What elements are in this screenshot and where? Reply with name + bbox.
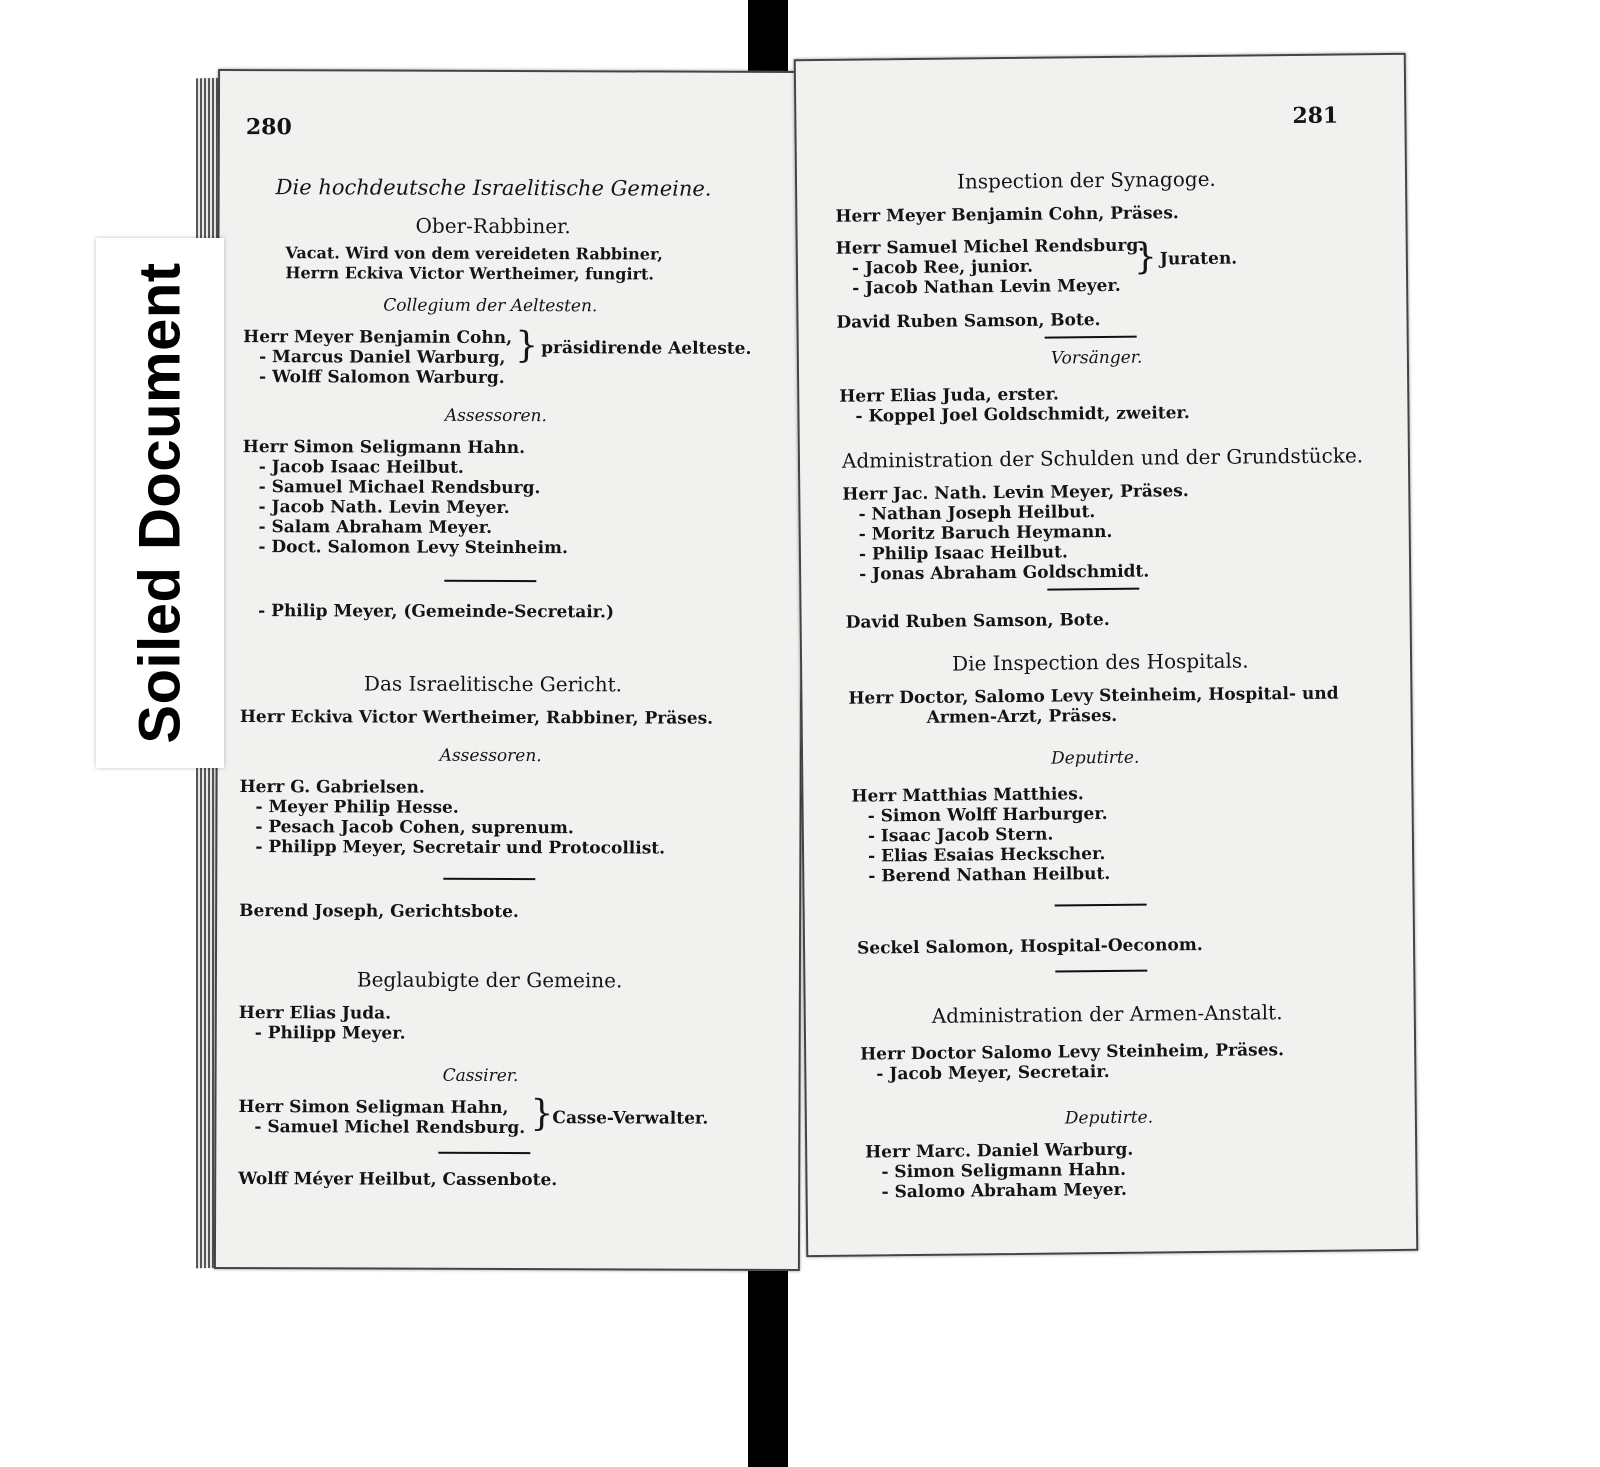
text-line: Herrn Eckiva Victor Wertheimer, fungirt. <box>285 263 655 284</box>
list-item: - Philipp Meyer, Secretair und Protocollist. <box>255 837 666 859</box>
list-item: - Nathan Joseph Heilbut. <box>858 502 1096 525</box>
section-heading: Collegium der Aeltesten. <box>383 295 598 317</box>
list-item: - Isaac Jacob Stern. <box>867 824 1054 847</box>
divider <box>1055 904 1147 907</box>
list-item: - Jacob Nath. Levin Meyer. <box>258 497 510 519</box>
brace: } <box>1133 236 1157 278</box>
list-item: Herr Elias Juda. <box>238 1003 392 1024</box>
role-label: Casse-Verwalter. <box>552 1108 709 1129</box>
section-heading: Administration der Armen-Anstalt. <box>931 1000 1283 1028</box>
list-item: Herr Simon Seligmann Hahn. <box>242 437 526 459</box>
section-heading: Assessoren. <box>444 405 547 427</box>
brace: } <box>515 325 539 367</box>
section-heading: Ober-Rabbiner. <box>415 213 571 239</box>
list-item: - Marcus Daniel Warburg, <box>259 347 506 368</box>
section-heading: Deputirte. <box>1064 1107 1154 1129</box>
list-item: - Doct. Salomon Levy Steinheim. <box>258 537 569 559</box>
section-heading: Assessoren. <box>439 745 542 767</box>
text-line: Wolff Méyer Heilbut, Cassenbote. <box>238 1169 558 1191</box>
list-item: - Samuel Michel Rendsburg. <box>254 1117 526 1139</box>
section-heading: Vorsänger. <box>1050 347 1143 369</box>
divider <box>438 1152 530 1154</box>
list-item: Herr Meyer Benjamin Cohn, <box>243 327 513 349</box>
divider <box>1055 970 1147 973</box>
list-item: Herr Samuel Michel Rendsburg. <box>835 235 1145 259</box>
divider <box>1045 336 1137 339</box>
section-heading: Administration der Schulden und der Grundstücke. <box>841 443 1364 473</box>
list-item: - Koppel Joel Goldschmidt, zweiter. <box>855 403 1190 427</box>
text-line: David Ruben Samson, Bote. <box>836 310 1101 333</box>
binding-strip-top <box>748 0 788 72</box>
list-item: - Salam Abraham Meyer. <box>258 517 493 538</box>
label-text: Soiled Document <box>127 262 193 744</box>
list-item: - Jacob Meyer, Secretair. <box>876 1061 1110 1085</box>
list-item: - Jacob Ree, junior. <box>851 256 1034 279</box>
binding-strip-bottom <box>748 1262 788 1467</box>
page-title: Die hochdeutsche Israelitische Gemeine. <box>275 175 712 201</box>
page-number: 281 <box>1292 102 1339 130</box>
page-number: 280 <box>245 114 292 141</box>
section-heading: Das Israelitische Gericht. <box>363 671 623 697</box>
list-item: Herr Marc. Daniel Warburg. <box>865 1139 1134 1163</box>
text-line: Armen-Arzt, Präses. <box>926 705 1118 728</box>
section-heading: Cassirer. <box>442 1065 519 1087</box>
list-item: - Jonas Abraham Goldschmidt. <box>859 561 1150 585</box>
list-item: - Wolff Salomon Warburg. <box>258 367 505 388</box>
list-item: - Salomo Abraham Meyer. <box>881 1179 1127 1203</box>
list-item: - Pesach Jacob Cohen, suprenum. <box>255 817 574 839</box>
list-item: - Simon Wolff Harburger. <box>867 803 1108 827</box>
list-item: - Philipp Meyer. <box>254 1023 406 1044</box>
role-label: Juraten. <box>1159 248 1238 270</box>
list-item: Herr Jac. Nath. Levin Meyer, Präses. <box>842 481 1189 505</box>
section-heading: Inspection der Synagoge. <box>956 166 1216 194</box>
text-line: Herr Meyer Benjamin Cohn, Präses. <box>835 203 1179 227</box>
list-item: - Jacob Nathan Levin Meyer. <box>852 275 1121 299</box>
list-item: Herr Simon Seligman Hahn, <box>238 1097 509 1119</box>
list-item: Herr Matthias Matthies. <box>851 784 1084 807</box>
text-line: - Philip Meyer, (Gemeinde-Secretair.) <box>258 601 615 623</box>
text-line: David Ruben Samson, Bote. <box>845 609 1110 633</box>
section-heading: Deputirte. <box>1050 747 1140 769</box>
right-page <box>794 53 1419 1257</box>
section-heading: Die Inspection des Hospitals. <box>951 648 1249 676</box>
divider <box>1047 588 1139 591</box>
soiled-document-label <box>96 238 224 768</box>
list-item: Herr Doctor Salomo Levy Steinheim, Präses. <box>860 1040 1285 1065</box>
divider <box>443 878 535 880</box>
role-label: präsidirende Aelteste. <box>541 338 752 359</box>
list-item: Herr G. Gabrielsen. <box>239 777 425 798</box>
left-page <box>214 69 804 1271</box>
list-item: - Jacob Isaac Heilbut. <box>258 457 464 478</box>
list-item: - Samuel Michael Rendsburg. <box>258 477 541 499</box>
divider <box>444 580 536 582</box>
list-item: - Berend Nathan Heilbut. <box>868 863 1111 887</box>
list-item: - Moritz Baruch Heymann. <box>858 521 1113 545</box>
list-item: - Philip Isaac Heilbut. <box>858 542 1068 565</box>
list-item: - Meyer Philip Hesse. <box>255 797 459 818</box>
list-item: - Simon Seligmann Hahn. <box>881 1159 1127 1183</box>
text-line: Seckel Salomon, Hospital-Oeconom. <box>856 935 1203 959</box>
list-item: Herr Elias Juda, erster. <box>839 384 1059 407</box>
text-line: Herr Doctor, Salomo Levy Steinheim, Hospital- und <box>848 683 1339 709</box>
text-line: Berend Joseph, Gerichtsbote. <box>239 901 519 923</box>
text-line: Herr Eckiva Victor Wertheimer, Rabbiner, Präses. <box>239 707 714 729</box>
list-item: - Elias Esaias Heckscher. <box>867 844 1106 867</box>
section-heading: Beglaubigte der Gemeine. <box>356 967 623 993</box>
brace: } <box>530 1093 554 1135</box>
text-line: Vacat. Wird von dem vereideten Rabbiner, <box>285 243 663 264</box>
